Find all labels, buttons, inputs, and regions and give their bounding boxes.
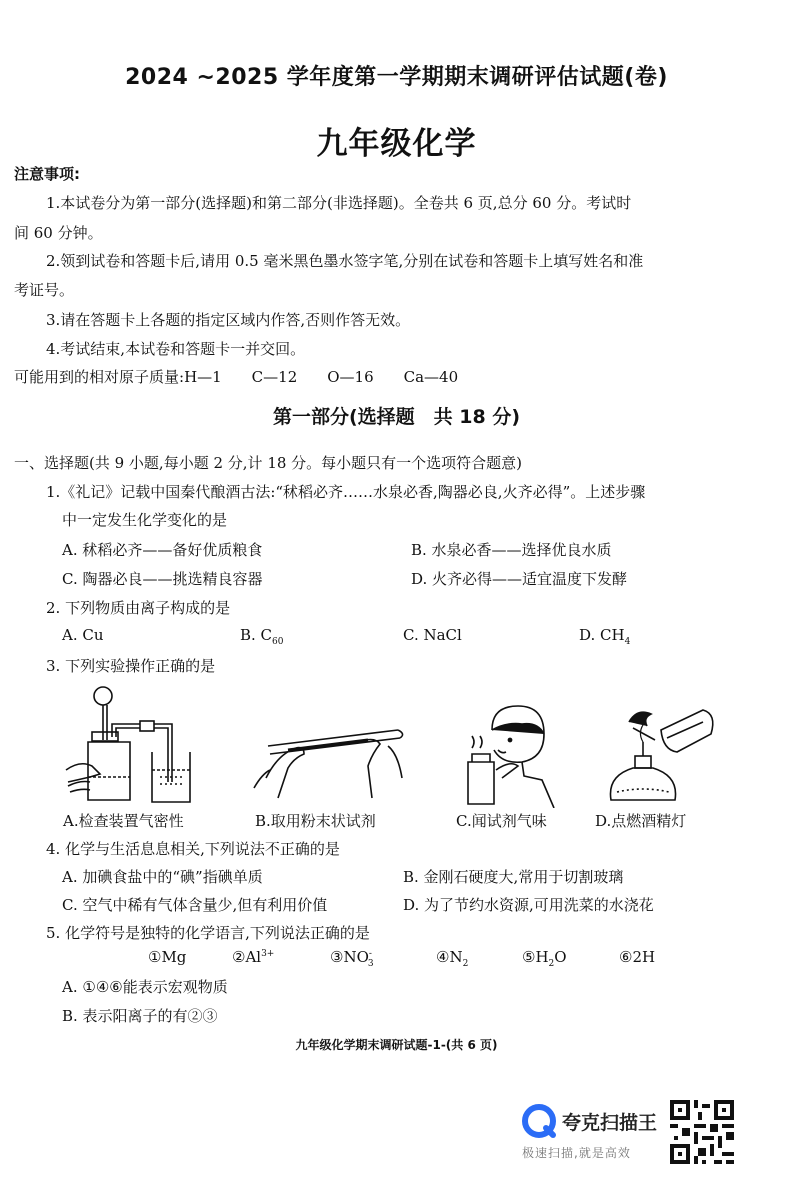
subject-title: 九年级化学: [316, 126, 477, 162]
page-footer: 九年级化学期末调研试题-1-(共 6 页): [295, 1038, 498, 1052]
qr-code-icon: [670, 1100, 734, 1164]
q1-option-c: C. 陶器必良——挑选精良容器: [62, 570, 263, 588]
q2-stem: 2. 下列物质由离子构成的是: [46, 599, 231, 617]
q3-option-a: A.检查装置气密性: [63, 812, 184, 830]
q5-option-a: A. ①④⑥能表示宏观物质: [62, 978, 228, 996]
q5-option-b: B. 表示阳离子的有②③: [62, 1007, 218, 1025]
figure-smelling-gas: [462, 700, 562, 808]
q3-stem: 3. 下列实验操作正确的是: [46, 657, 216, 675]
q4-option-c: C. 空气中稀有气体含量少,但有利用价值: [62, 896, 328, 914]
scanner-logo-icon: [522, 1104, 556, 1138]
atomic-mass-values: H—1 C—12 O—16 Ca—40: [184, 368, 459, 386]
q3-option-c: C.闻试剂气味: [456, 812, 547, 830]
q1-stem-line-2: 中一定发生化学变化的是: [62, 511, 228, 529]
scanner-app-name: 夸克扫描王: [562, 1112, 658, 1134]
q4-stem: 4. 化学与生活息息相关,下列说法不正确的是: [46, 840, 340, 858]
note-3: 3.请在答题卡上各题的指定区域内作答,否则作答无效。: [46, 311, 411, 329]
q2-option-d: D. $CH_4$: [579, 626, 631, 647]
note-1-line-1: 1.本试卷分为第一部分(选择题)和第二部分(非选择题)。全卷共 6 页,总分 60 分。考试时: [46, 194, 632, 212]
q2-option-c: C. NaCl: [403, 626, 462, 644]
note-2-line-1: 2.领到试卷和答题卡后,请用 0.5 毫米黑色墨水签字笔,分别在试卷和答题卡上填写姓名和准: [46, 252, 644, 270]
q4-option-a: A. 加碘食盐中的“碘”指碘单质: [62, 868, 263, 886]
exam-title: 2024 ~2025 学年度第一学期期末调研评估试题(卷): [125, 65, 668, 90]
q1-option-a: A. 秫稻必齐——备好优质粮食: [62, 541, 263, 559]
figure-airtightness-check: [60, 682, 210, 807]
q1-stem-line-1: 1.《礼记》记载中国秦代酿酒古法:“秫稻必齐……水泉必香,陶器必良,火齐必得”。上述步骤: [46, 483, 646, 501]
q4-option-d: D. 为了节约水资源,可用洗菜的水浇花: [403, 896, 654, 914]
q4-option-b: B. 金刚石硬度大,常用于切割玻璃: [403, 868, 624, 886]
q3-option-b: B.取用粉末状试剂: [255, 812, 376, 830]
figure-alcohol-lamp: [603, 700, 723, 810]
figure-powder-reagent: [248, 718, 413, 803]
q5-symbol-1: ①Mg: [148, 948, 187, 966]
atomic-mass-label: 可能用到的相对原子质量:: [14, 368, 185, 386]
q3-option-d: D.点燃酒精灯: [595, 812, 687, 830]
q5-stem: 5. 化学符号是独特的化学语言,下列说法正确的是: [46, 924, 370, 942]
q1-option-d: D. 火齐必得——适宜温度下发酵: [411, 570, 628, 588]
q5-symbol-3: $③NO^-_3$: [330, 948, 374, 969]
q1-option-b: B. 水泉必香——选择优良水质: [411, 541, 612, 559]
q5-symbol-2: $②Al^{3+}$: [232, 948, 275, 966]
note-4: 4.考试结束,本试卷和答题卡一并交回。: [46, 340, 306, 358]
q5-symbol-4: $④N_2$: [436, 948, 469, 969]
note-2-line-2: 考证号。: [14, 281, 75, 299]
note-1-line-2: 间 60 分钟。: [14, 224, 103, 242]
section-1-title: 第一部分(选择题 共 18 分): [272, 406, 521, 428]
scanner-slogan: 极速扫描,就是高效: [522, 1146, 631, 1160]
section-1-instructions: 一、选择题(共 9 小题,每小题 2 分,计 18 分。每小题只有一个选项符合题意): [14, 454, 523, 472]
notes-heading: 注意事项:: [14, 165, 80, 183]
q5-symbol-6: ⑥2H: [619, 948, 656, 966]
q2-option-a: A. Cu: [62, 626, 104, 644]
q5-symbol-5: $⑤H_2O$: [522, 948, 567, 969]
q2-option-b: B. $C_{60}$: [240, 626, 284, 647]
atomic-mass-line: [14, 366, 458, 387]
